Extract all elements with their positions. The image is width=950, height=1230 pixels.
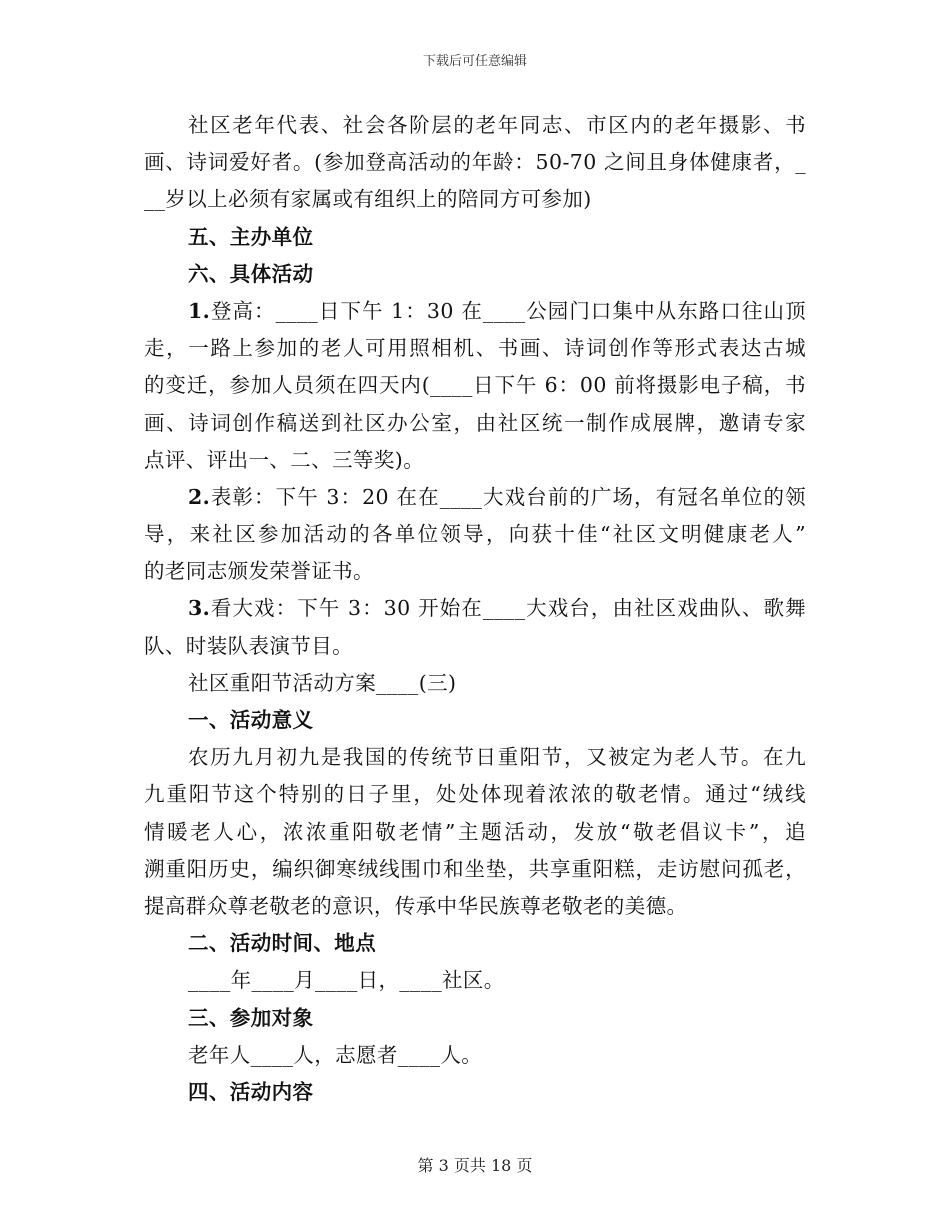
line-text: 走，一路上参加的老人可用照相机、书画、诗词创作等形式表达古城 [144,336,806,361]
paragraph-line [144,888,806,925]
paragraph-line [144,144,806,181]
line-text: 溯重阳历史，编织御寒绒线围巾和坐垫，共享重阳糕，走访慰问孤老， [144,856,806,881]
list-number: 1. [188,298,211,323]
line-text: 画、诗词创作稿送到社区办公室，由社区统一制作成展牌，邀请专家 [144,410,806,435]
paragraph-line [144,814,806,851]
line-text: 表彰：下午 3：20 在在____大戏台前的广场，有冠名单位的领 [210,484,806,509]
paragraph-line [144,776,806,813]
paragraph-line [144,442,806,479]
line-text: 画、诗词爱好者。(参加登高活动的年龄：50-70 之间且身体健康者，_ [144,150,806,175]
paragraph-line [144,405,806,442]
page-header: 下载后可任意编辑 [422,54,527,69]
list-number: 3. [188,596,211,621]
line-text: 社区重阳节活动方案____(三) [188,670,457,695]
section-heading [144,1000,806,1037]
page-footer: 第 3 页共 18 页 [417,1156,533,1175]
line-text: __岁以上必须有家属或有组织上的陪同方可参加) [144,187,592,212]
line-text: 点评、评出一、二、三等奖)。 [144,447,425,472]
paragraph-line [144,962,806,999]
line-text: ____年____月____日，____社区。 [188,968,505,993]
paragraph-line [144,479,806,516]
line-text: 一、活动意义 [188,708,314,732]
line-text: 三、参加对象 [188,1005,314,1030]
paragraph-line [144,1037,806,1074]
line-text: 二、活动时间、地点 [188,931,377,956]
paragraph-line [144,739,806,776]
line-text: 老年人____人，志愿者____人。 [188,1042,483,1067]
section-heading [144,702,806,739]
paragraph-line [144,628,806,665]
line-text: 农历九月初九是我国的传统节日重阳节，又被定为老人节。在九 [188,745,806,770]
paragraph-line [144,516,806,553]
line-text: 导，来社区参加活动的各单位领导，向获十佳“社区文明健康老人” [144,522,806,547]
paragraph-line [144,665,806,702]
paragraph-line [144,293,806,330]
line-text: 九重阳节这个特别的日子里，处处体现着浓浓的敬老情。通过“绒线 [144,782,806,807]
paragraph-line [144,107,806,144]
list-number: 2. [188,484,211,509]
line-text: 社区老年代表、社会各阶层的老年同志、市区内的老年摄影、书 [188,113,806,137]
line-text: 登高：____日下午 1：30 在____公园门口集中从东路口往山顶 [210,298,806,323]
line-text: 的变迁，参加人员须在四天内(____日下午 6：00 前将摄影电子稿，书 [144,373,806,398]
line-text: 六、具体活动 [188,261,314,286]
line-text: 四、活动内容 [188,1079,314,1104]
paragraph-line [144,553,806,590]
paragraph-line [144,367,806,404]
section-heading [144,219,806,256]
document-body [144,107,806,1111]
line-text: 的老同志颁发荣誉证书。 [144,559,374,584]
line-text: 队、时装队表演节目。 [144,633,353,658]
paragraph-line [144,330,806,367]
line-text: 看大戏：下午 3：30 开始在____大戏台，由社区戏曲队、歌舞 [210,596,806,621]
section-heading [144,1074,806,1111]
paragraph-line [144,181,806,218]
section-heading [144,256,806,293]
line-text: 提高群众尊老敬老的意识，传承中华民族尊老敬老的美德。 [144,893,688,918]
paragraph-line [144,851,806,888]
line-text: 五、主办单位 [188,224,314,249]
section-heading [144,925,806,962]
paragraph-line [144,590,806,627]
line-text: 情暖老人心，浓浓重阳敬老情”主题活动，发放“敬老倡议卡”，追 [144,819,806,844]
